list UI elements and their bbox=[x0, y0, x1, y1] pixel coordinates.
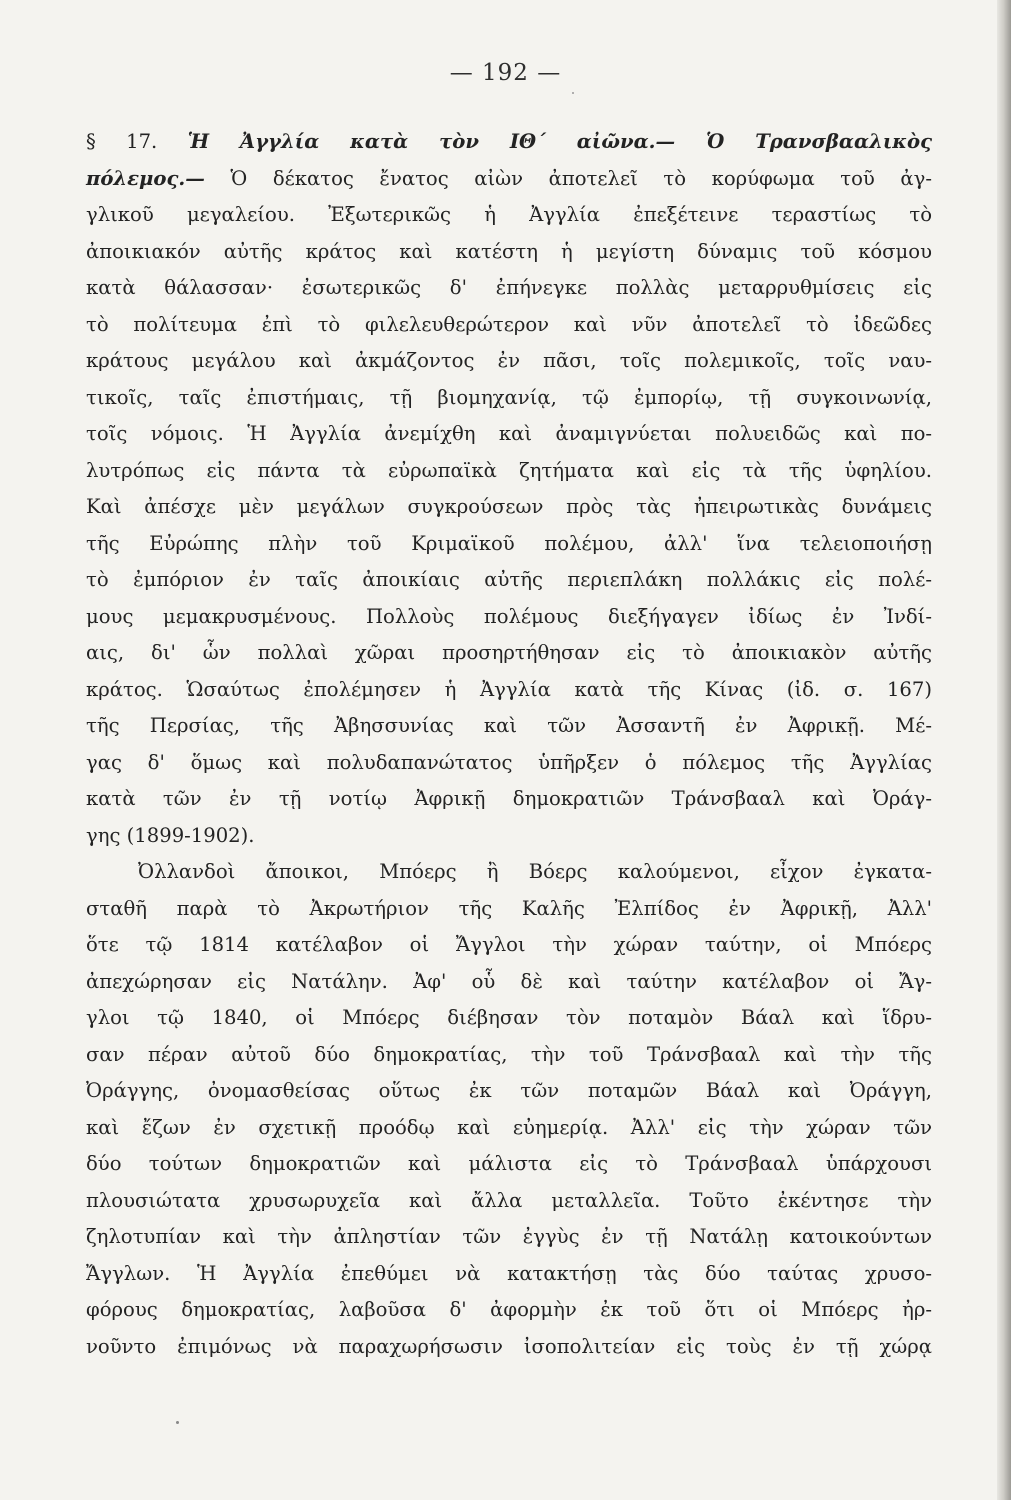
text-line-indented: Ὀλλανδοὶ ἄποικοι, Μπόερς ἢ Βόερς καλούμενοι, εἶχον ἐγκατα- bbox=[138, 860, 932, 883]
text-line-last: γης (1899-1902). bbox=[86, 823, 255, 847]
text-line: σταθῆ παρὰ τὸ Ἀκρωτήριον τῆς Καλῆς Ἐλπίδος ἐν Ἀφρικῇ, Ἀλλ' bbox=[86, 896, 932, 920]
text-line: δύο τούτων δημοκρατιῶν καὶ μάλιστα εἰς τὸ Τράνσβααλ ὑπάρχουσι bbox=[86, 1152, 932, 1175]
section-number: § 17. bbox=[86, 130, 158, 153]
text-line: τῆς Περσίας, τῆς Ἀβησσυνίας καὶ τῶν Ἀσσαντῆ ἐν Ἀφρικῇ. Μέ- bbox=[86, 714, 932, 737]
text-line: ἀποικιακόν αὐτῆς κράτος καὶ κατέστη ἡ μεγίστη δύναμις τοῦ κόσμου bbox=[86, 239, 932, 263]
text-line: ἀπεχώρησαν εἰς Νατάλην. Ἀφ' οὗ δὲ καὶ ταύτην κατέλαβον οἱ Ἄγ- bbox=[86, 969, 932, 993]
page-number: — 192 — bbox=[449, 60, 562, 86]
page-edge-shadow bbox=[997, 0, 1011, 1500]
section-intro: Ὁ δέκατος ἔνατος αἰὼν ἀποτελεῖ τὸ κορύφωμα τοῦ ἀγ- bbox=[230, 166, 932, 190]
text-line: τὸ πολίτευμα ἐπὶ τὸ φιλελευθερώτερον καὶ νῦν ἀποτελεῖ τὸ ἰδεῶδες bbox=[86, 312, 932, 336]
text-line: πλουσιώτατα χρυσωρυχεῖα καὶ ἄλλα μεταλλεῖα. Τοῦτο ἐκέντησε τὴν bbox=[86, 1188, 932, 1212]
paragraph-1 bbox=[86, 197, 932, 854]
text-line: τῆς Εὐρώπης πλὴν τοῦ Κριμαϊκοῦ πολέμου, ἀλλ' ἵνα τελειοποιήσῃ bbox=[86, 531, 932, 555]
text-line: ζηλοτυπίαν καὶ τὴν ἀπληστίαν τῶν ἐγγὺς ἐν τῇ Νατάλῃ κατοικούντων bbox=[86, 1225, 932, 1248]
text-line: νοῦντο ἐπιμόνως νὰ παραχωρήσωσιν ἰσοπολιτείαν εἰς τοὺς ἐν τῇ χώρᾳ bbox=[86, 1334, 932, 1358]
text-line: γας δ' ὅμως καὶ πολυδαπανώτατος ὑπῆρξεν ὁ πόλεμος τῆς Ἀγγλίας bbox=[86, 750, 932, 774]
text-line: κατὰ θάλασσαν· ἐσωτερικῶς δ' ἐπήνεγκε πολλὰς μεταρρυθμίσεις εἰς bbox=[86, 276, 932, 299]
section-heading-line-1 bbox=[86, 124, 932, 161]
text-line: γλικοῦ μεγαλείου. Ἐξωτερικῶς ἡ Ἀγγλία ἐπεξέτεινε τεραστίως τὸ bbox=[86, 203, 932, 226]
text-line: τοῖς νόμοις. Ἡ Ἀγγλία ἀνεμίχθη καὶ ἀναμιγνύεται πολυειδῶς καὶ πο- bbox=[86, 422, 932, 445]
text-line: λυτρόπως εἰς πάντα τὰ εὐρωπαϊκὰ ζητήματα καὶ εἰς τὰ τῆς ὑφηλίου. bbox=[86, 458, 932, 482]
section-heading-line-2 bbox=[86, 161, 932, 198]
text-line: τὸ ἐμπόριον ἐν ταῖς ἀποικίαις αὐτῆς περιεπλάκη πολλάκις εἰς πολέ- bbox=[86, 568, 932, 591]
ink-speck bbox=[572, 92, 574, 94]
text-line: ὅτε τῷ 1814 κατέλαβον οἱ Ἄγγλοι τὴν χώραν ταύτην, οἱ Μπόερς bbox=[86, 933, 932, 956]
text-line: μους μεμακρυσμένους. Πολλοὺς πολέμους διεξήγαγεν ἰδίως ἐν Ἰνδί- bbox=[86, 604, 932, 628]
text-line: καὶ ἔζων ἐν σχετικῇ προόδῳ καὶ εὐημερίᾳ. Ἀλλ' εἰς τὴν χώραν τῶν bbox=[86, 1115, 932, 1139]
text-line: Ὀράγγης, ὀνομασθείσας οὕτως ἐκ τῶν ποταμῶν Βάαλ καὶ Ὀράγγη, bbox=[86, 1079, 932, 1102]
text-column bbox=[86, 124, 932, 1365]
text-line: τικοῖς, ταῖς ἐπιστήμαις, τῇ βιομηχανίᾳ, τῷ ἐμπορίῳ, τῇ συγκοινωνίᾳ, bbox=[86, 385, 932, 409]
text-line: φόρους δημοκρατίας, λαβοῦσα δ' ἀφορμὴν ἐκ τοῦ ὅτι οἱ Μπόερς ἠρ- bbox=[86, 1298, 932, 1321]
text-line: Ἄγγλων. Ἡ Ἀγγλία ἐπεθύμει νὰ κατακτήσῃ τὰς δύο ταύτας χρυσο- bbox=[86, 1261, 932, 1285]
text-line: κατὰ τῶν ἐν τῇ νοτίῳ Ἀφρικῇ δημοκρατιῶν Τράνσβααλ καὶ Ὀράγ- bbox=[86, 787, 932, 810]
text-line: σαν πέραν αὐτοῦ δύο δημοκρατίας, τὴν τοῦ Τράνσβααλ καὶ τὴν τῆς bbox=[86, 1042, 932, 1066]
text-line: κράτος. Ὡσαύτως ἐπολέμησεν ἡ Ἀγγλία κατὰ τῆς Κίνας (ἰδ. σ. 167) bbox=[86, 677, 932, 701]
ink-speck bbox=[176, 1421, 179, 1424]
section-title: Ἡ Ἀγγλία κατὰ τὸν ΙΘ΄ αἰῶνα.— Ὁ Τρανσβααλικὸς bbox=[187, 130, 932, 153]
text-line: κράτους μεγάλου καὶ ἀκμάζοντος ἐν πᾶσι, τοῖς πολεμικοῖς, τοῖς ναυ- bbox=[86, 349, 932, 372]
text-line: Καὶ ἀπέσχε μὲν μεγάλων συγκρούσεων πρὸς τὰς ἠπειρωτικὰς δυνάμεις bbox=[86, 495, 932, 518]
text-line: γλοι τῷ 1840, οἱ Μπόερς διέβησαν τὸν ποταμὸν Βάαλ καὶ ἵδρυ- bbox=[86, 1006, 932, 1029]
paragraph-2 bbox=[86, 854, 932, 1365]
text-line: αις, δι' ὧν πολλαὶ χῶραι προσηρτήθησαν εἰς τὸ ἀποικιακὸν αὐτῆς bbox=[86, 641, 932, 664]
section-title-continued: πόλεμος.— bbox=[86, 166, 205, 190]
